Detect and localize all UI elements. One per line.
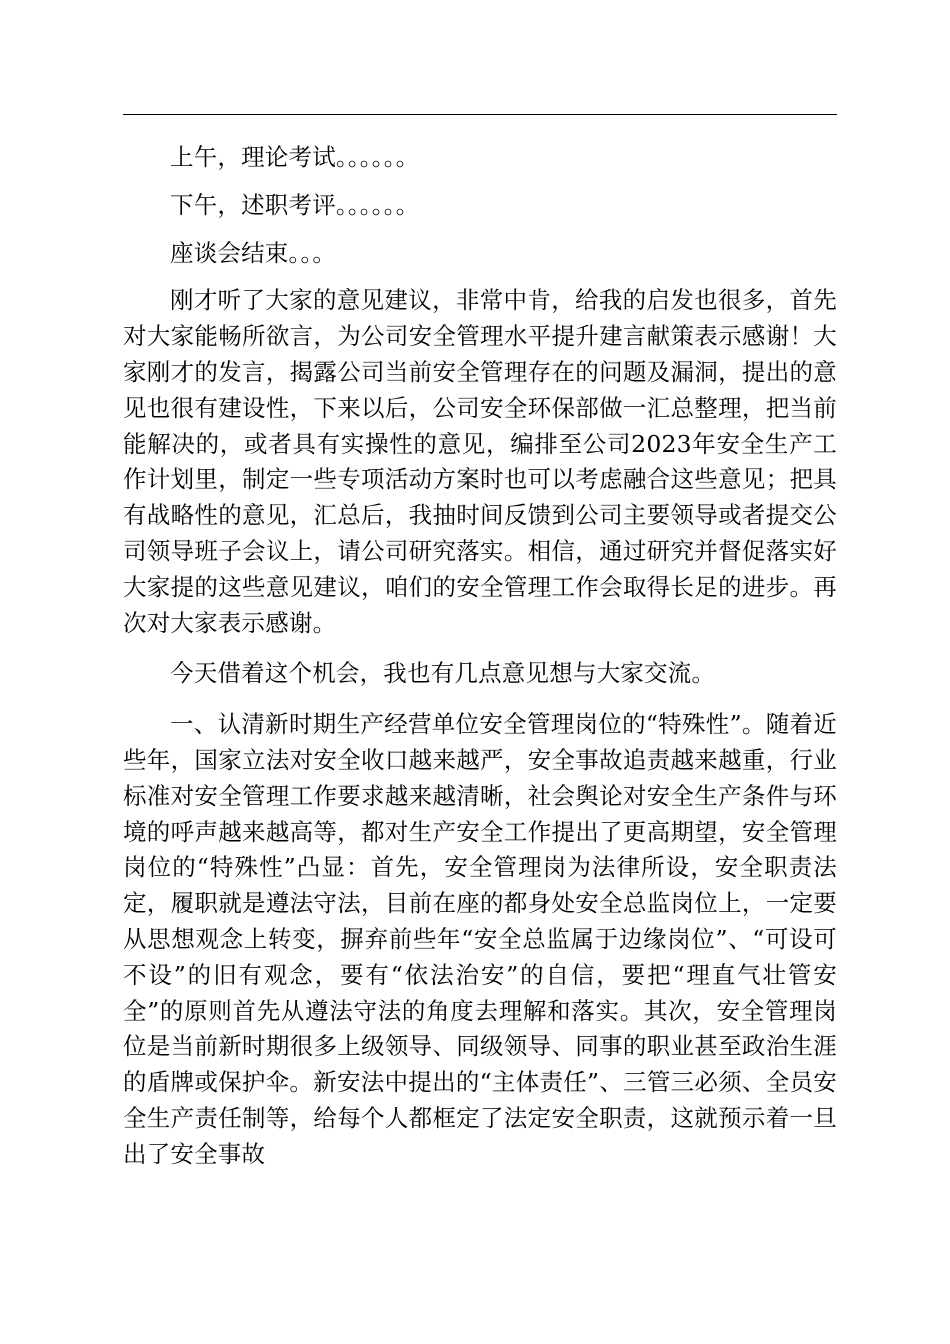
paragraph-morning-exam: 上午，理论考试。。。。。。 (170, 143, 420, 171)
paragraph-thanks: 刚才听了大家的意见建议，非常中肯，给我的启发也很多，首先对大家能畅所欲言，为公司安全管理水平提升建言献策表示感谢！大家刚才的发言，揭露公司当前安全管理存在的问题及漏洞，提出的意见也很有建设性，下来以后，公司安全环保部做一汇总整理，把当前能解决的，或者具有实操性的意见，编排至公司2023年安全生产工作计划里，制定一些专项活动方案时也可以考虑融合这些意见；把具有战略性的意见，汇总后，我抽时间反馈到公司主要领导或者提交公司领导班子会议上，请公司研究落实。相信，通过研究并督促落实好大家提的这些意见建议，咱们的安全管理工作会取得长足的进步。再次对大家表示感谢。 (123, 286, 837, 637)
paragraph-meeting-end: 座谈会结束。。。 (170, 238, 337, 267)
paragraph-point-one: 一、认清新时期生产经营单位安全管理岗位的“特殊性”。随着近些年，国家立法对安全收口越来越严，安全事故追责越来越重，行业标准对安全管理工作要求越来越清晰，社会舆论对安全生产条件与环境的呼声越来越高等，都对生产安全工作提出了更高期望，安全管理岗位的“特殊性”凸显：首先，安全管理岗为法律所设，安全职责法定，履职就是遵法守法，目前在座的都身处安全总监岗位上，一定要从思想观念上转变，摒弃前些年“安全总监属于边缘岗位”、“可设可不设”的旧有观念，要有“依法治安”的自信，要把“理直气壮管安全”的原则首先从遵法守法的角度去理解和落实。其次，安全管理岗位是当前新时期很多上级领导、同级领导、同事的职业甚至政治生涯的盾牌或保护伞。新安法中提出的“主体责任”、三管三必须、全员安全生产责任制等，给每个人都框定了法定安全职责，这就预示着一旦出了安全事故 (123, 710, 837, 1168)
paragraph-exchange-intro: 今天借着这个机会，我也有几点意见想与大家交流。 (170, 659, 716, 688)
header-rule (123, 114, 837, 115)
document-body (123, 140, 837, 1188)
paragraph-afternoon-review: 下午，述职考评。。。。。。 (170, 190, 420, 219)
